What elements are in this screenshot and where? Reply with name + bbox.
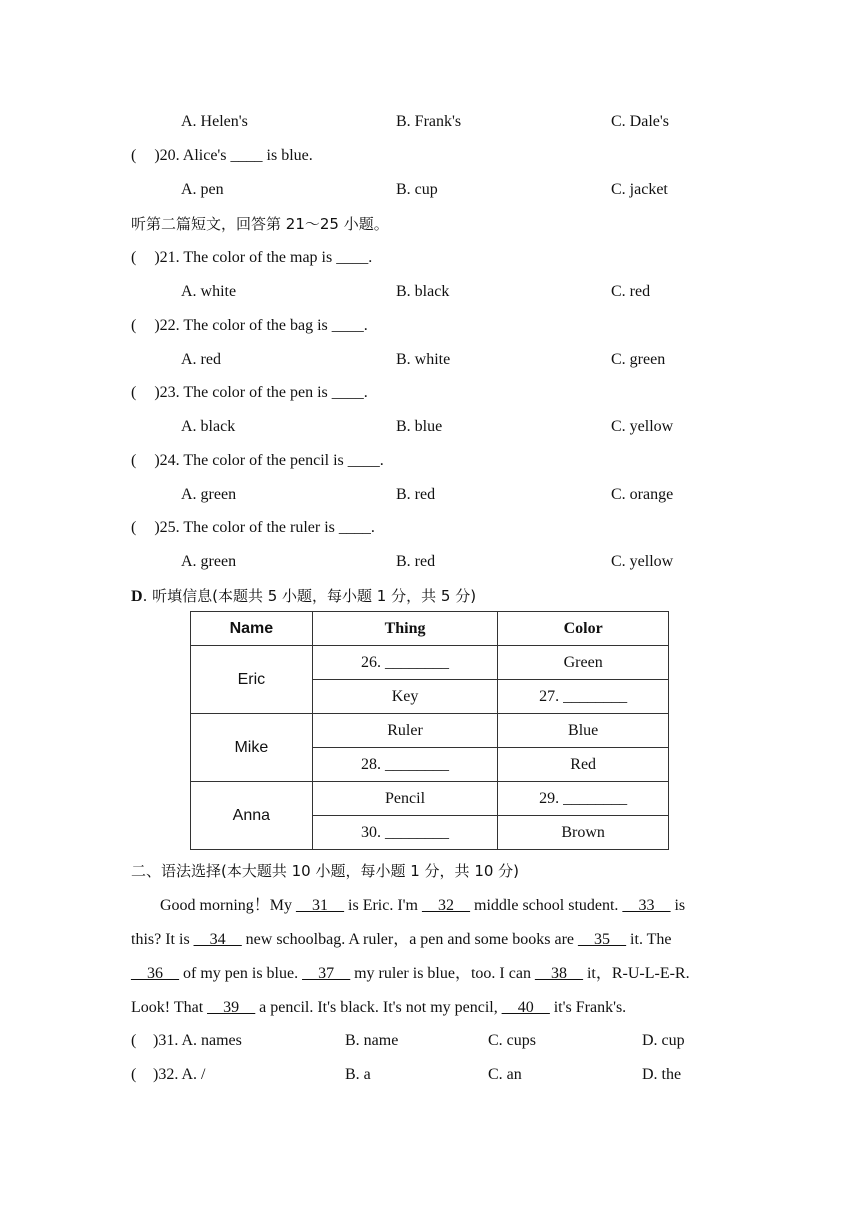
option-b: B. red — [396, 553, 436, 570]
q24-options — [0, 485, 860, 505]
blank-37: __37__ — [302, 965, 351, 982]
color-cell: Green — [498, 646, 669, 680]
answer-bracket: ( — [131, 249, 137, 266]
passage-text: of my pen is blue. — [179, 965, 303, 982]
passage-text: is Eric. I'm — [344, 897, 422, 914]
blank-36: __36__ — [131, 965, 179, 982]
answer-bracket: ( — [131, 452, 137, 469]
thing-cell: Key — [312, 680, 498, 714]
option-b: B. a — [345, 1066, 371, 1083]
thing-cell: 26. ________ — [312, 646, 498, 680]
option-d: D. cup — [642, 1032, 685, 1049]
passage-line-2 — [131, 930, 860, 950]
passage-text: is — [670, 897, 686, 914]
passage-text: a pencil. It's black. It's not my pencil, — [255, 999, 502, 1016]
question-22 — [131, 316, 860, 336]
answer-bracket: ( — [131, 1066, 137, 1083]
option-c: C. yellow — [611, 418, 674, 435]
question-21 — [131, 248, 860, 268]
option-a: A. Helen's — [181, 113, 248, 130]
name-cell: Mike — [191, 714, 313, 782]
q19-options — [0, 112, 860, 132]
option-c: C. green — [611, 351, 666, 368]
option-a: A. red — [181, 351, 221, 368]
question-text: )31. A. names — [153, 1032, 242, 1049]
blank-40: __40__ — [501, 999, 550, 1016]
option-b: B. blue — [396, 418, 443, 435]
color-cell: Brown — [498, 816, 669, 850]
blank-39: __39__ — [207, 999, 256, 1016]
blank-38: __38__ — [534, 965, 583, 982]
name-cell: Anna — [191, 782, 313, 850]
passage-text: new schoolbag. A ruler，a pen and some books are — [241, 931, 579, 948]
passage-text: my ruler is blue，too. I can — [350, 965, 535, 982]
answer-bracket: ( — [131, 384, 137, 401]
question-text: )25. The color of the ruler is ____. — [154, 519, 375, 536]
color-cell: Red — [498, 748, 669, 782]
q25-options — [0, 552, 860, 572]
passage-line-3 — [131, 964, 860, 984]
passage-text: this? It is — [131, 931, 194, 948]
table-row — [191, 782, 669, 816]
option-c: C. orange — [611, 486, 674, 503]
question-text: )21. The color of the map is ____. — [154, 249, 373, 266]
name-cell: Eric — [191, 646, 313, 714]
table-row — [191, 714, 669, 748]
answer-bracket: ( — [131, 1032, 137, 1049]
question-31 — [0, 1031, 860, 1051]
header-thing: Thing — [312, 612, 498, 646]
thing-cell: 28. ________ — [312, 748, 498, 782]
option-a: A. green — [181, 553, 237, 570]
thing-cell: 30. ________ — [312, 816, 498, 850]
passage-text: it's Frank's. — [549, 999, 627, 1016]
option-a: A. pen — [181, 181, 224, 198]
blank-34: __34__ — [193, 931, 242, 948]
option-a: A. green — [181, 486, 237, 503]
section-d-title — [131, 586, 860, 607]
option-c: C. yellow — [611, 553, 674, 570]
option-c: C. Dale's — [611, 113, 669, 130]
option-c: C. cups — [488, 1032, 536, 1049]
q22-options — [0, 350, 860, 370]
option-d: D. the — [642, 1066, 682, 1083]
question-25 — [131, 518, 860, 538]
table-header-row — [191, 612, 669, 646]
blank-33: __33__ — [622, 897, 671, 914]
option-b: B. Frank's — [396, 113, 462, 130]
blank-35: __35__ — [578, 931, 627, 948]
passage-text: Look! That — [131, 999, 208, 1016]
thing-cell: Ruler — [312, 714, 498, 748]
option-c: C. an — [488, 1066, 522, 1083]
blank-32: __32__ — [422, 897, 470, 914]
option-a: A. black — [181, 418, 236, 435]
section-letter: D — [131, 588, 143, 605]
question-24 — [131, 451, 860, 471]
passage-line-4 — [131, 998, 860, 1018]
question-text: )22. The color of the bag is ____. — [154, 317, 368, 334]
option-a: A. white — [181, 283, 237, 300]
section-2-title: 二、语法选择(本大题共 10 小题，每小题 1 分，共 10 分) — [131, 862, 520, 880]
passage-text: it. The — [626, 931, 672, 948]
q21-options — [0, 282, 860, 302]
question-20 — [131, 146, 860, 166]
answer-bracket: ( — [131, 519, 137, 536]
info-table — [190, 611, 669, 850]
passage-text: middle school student. — [470, 897, 623, 914]
color-cell: 27. ________ — [498, 680, 669, 714]
q20-options — [0, 180, 860, 200]
thing-cell: Pencil — [312, 782, 498, 816]
option-b: B. white — [396, 351, 451, 368]
question-text: )20. Alice's ____ is blue. — [154, 147, 313, 164]
question-text: )32. A. / — [153, 1066, 206, 1083]
color-cell: 29. ________ — [498, 782, 669, 816]
header-color: Color — [498, 612, 669, 646]
question-23 — [131, 383, 860, 403]
option-b: B. name — [345, 1032, 399, 1049]
option-c: C. red — [611, 283, 651, 300]
option-b: B. cup — [396, 181, 438, 198]
q23-options — [0, 417, 860, 437]
answer-bracket: ( — [131, 147, 137, 164]
color-cell: Blue — [498, 714, 669, 748]
option-b: B. black — [396, 283, 450, 300]
passage-line-1 — [160, 896, 860, 916]
passage-text: it，R-U-L-E-R. — [582, 965, 690, 982]
passage2-instruction: 听第二篇短文，回答第 21～25 小题。 — [131, 215, 389, 233]
blank-31: __31__ — [296, 897, 345, 914]
question-32 — [0, 1065, 860, 1085]
question-text: )23. The color of the pen is ____. — [154, 384, 368, 401]
passage-text: Good morning！My — [160, 897, 297, 914]
question-text: )24. The color of the pencil is ____. — [154, 452, 384, 469]
answer-bracket: ( — [131, 317, 137, 334]
option-c: C. jacket — [611, 181, 668, 198]
table-row — [191, 646, 669, 680]
option-b: B. red — [396, 486, 436, 503]
section-heading: . 听填信息(本题共 5 小题，每小题 1 分，共 5 分) — [142, 587, 477, 605]
header-name: Name — [191, 612, 313, 646]
